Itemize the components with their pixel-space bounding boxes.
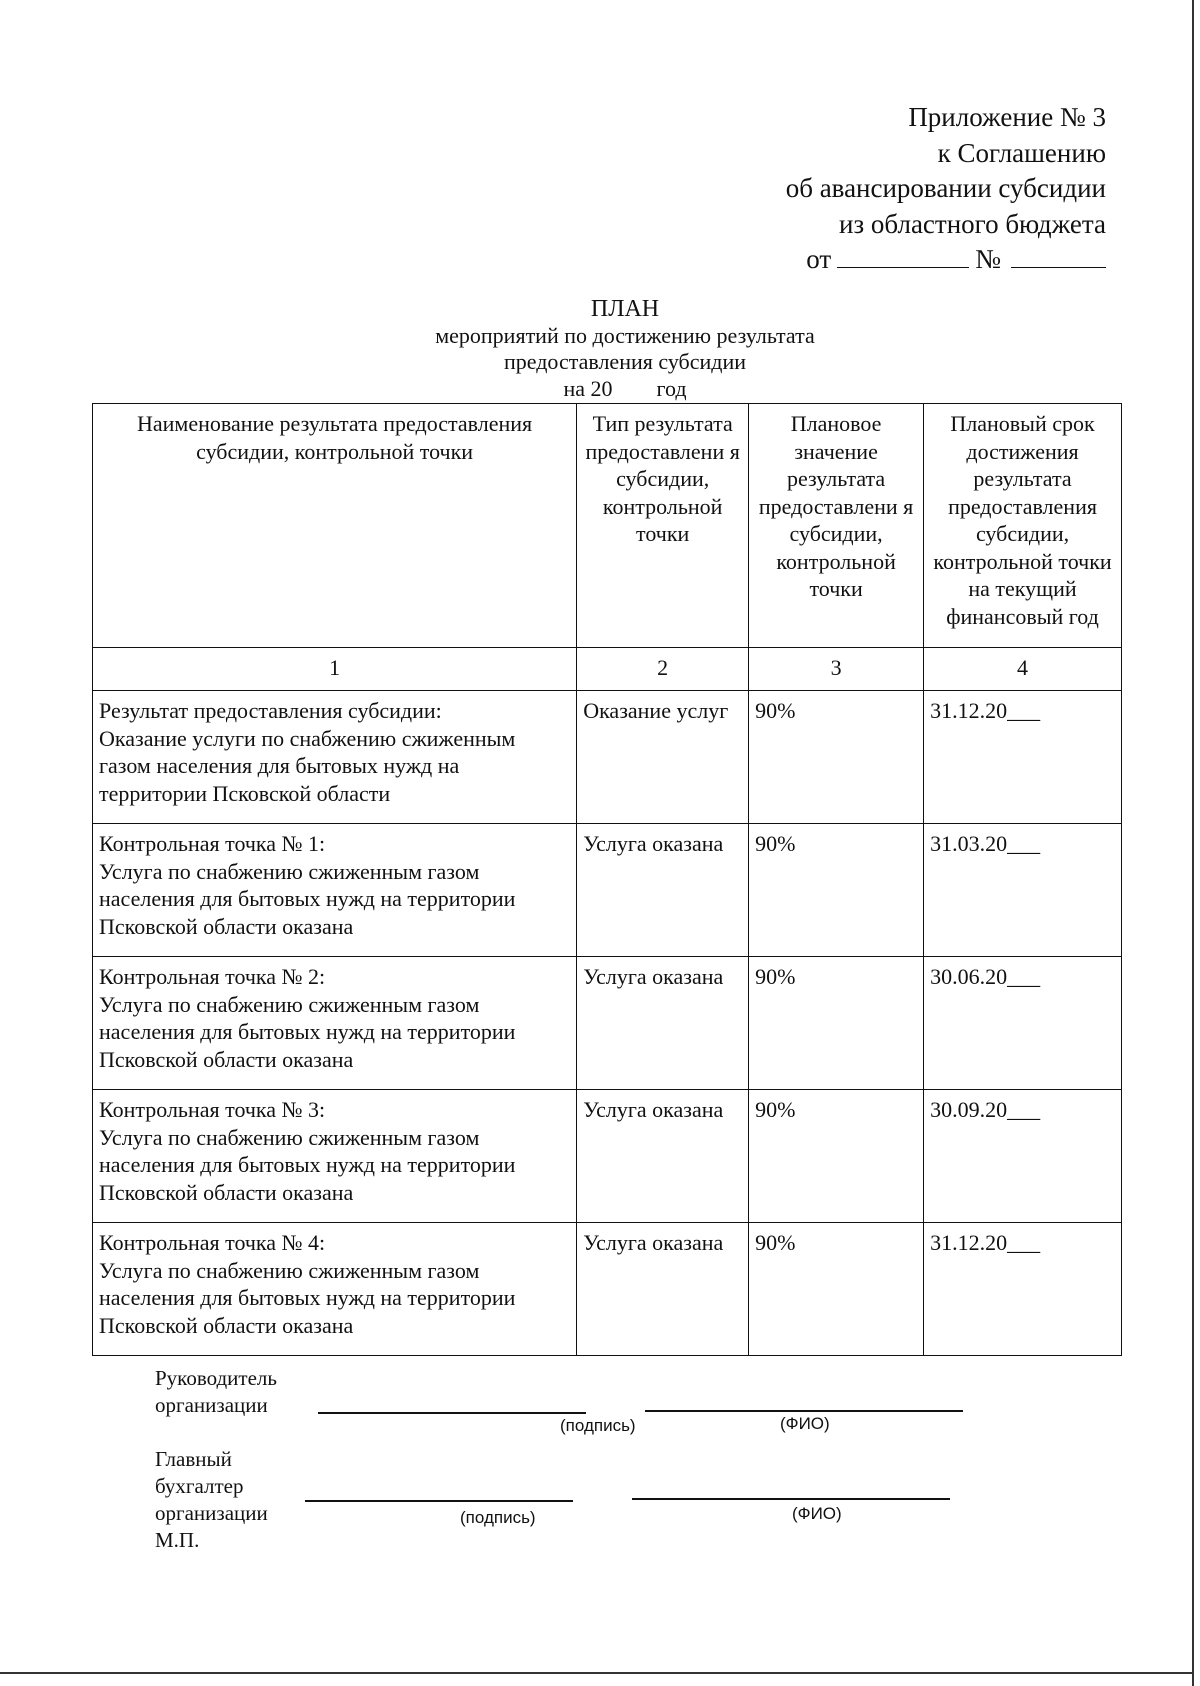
- plan-subtitle-1: мероприятий по достижению результата: [435, 322, 815, 348]
- planned-deadline-cell: 31.03.20___: [924, 824, 1122, 957]
- result-name-cell: [93, 824, 577, 957]
- plan-subtitle-2: предоставления субсидии: [503, 349, 747, 374]
- row-title: Контрольная точка № 1:: [99, 831, 326, 856]
- table-header-row: [93, 404, 1122, 648]
- row-title: Контрольная точка № 2:: [99, 964, 326, 989]
- appendix-header: [786, 100, 1106, 278]
- appendix-subject: об авансировании субсидии: [785, 173, 1106, 203]
- row-title: Контрольная точка № 4:: [99, 1230, 326, 1255]
- row-description: Услуга по снабжению сжиженным газом населения для бытовых нужд на территории Псковской области оказана: [99, 1124, 516, 1205]
- table-row: [93, 1090, 1122, 1223]
- row-description: Оказание услуги по снабжению сжиженным газом населения для бытовых нужд на территории Псковской области: [99, 725, 516, 806]
- row-description: Услуга по снабжению сжиженным газом населения для бытовых нужд на территории Псковской области оказана: [99, 1257, 516, 1338]
- number-sign: №: [975, 244, 1001, 274]
- result-name-cell: [93, 957, 577, 1090]
- head-label-line1: Руководитель: [155, 1366, 277, 1390]
- result-name-cell: [93, 1223, 577, 1356]
- result-name-cell: [93, 1090, 577, 1223]
- head-label-line2: организации: [155, 1393, 268, 1417]
- accountant-signature-label: [155, 1446, 268, 1554]
- result-type-cell: Услуга оказана: [577, 824, 749, 957]
- planned-deadline-cell: 31.12.20___: [924, 691, 1122, 824]
- table-row: [93, 957, 1122, 1090]
- accountant-label-line2: бухгалтер: [155, 1474, 244, 1498]
- appendix-date-number-line: [786, 242, 1106, 278]
- accountant-signature-caption: (подпись): [460, 1508, 536, 1527]
- planned-deadline-cell: 30.09.20___: [924, 1090, 1122, 1223]
- result-type-cell: Оказание услуг: [577, 691, 749, 824]
- head-signature-line: [318, 1412, 586, 1414]
- header-result-name: Наименование результата предоставления субсидии, контрольной точки: [93, 404, 577, 648]
- result-name-cell: [93, 691, 577, 824]
- row-title: Результат предоставления субсидии:: [99, 698, 442, 723]
- number-blank: [1011, 243, 1106, 268]
- head-name-caption: (ФИО): [780, 1414, 830, 1433]
- column-number: 2: [577, 648, 749, 691]
- head-signature-label: [155, 1365, 277, 1419]
- plan-title: ПЛАН: [590, 296, 660, 322]
- accountant-label-line1: Главный: [155, 1447, 232, 1471]
- date-blank: [837, 243, 969, 268]
- result-type-cell: Услуга оказана: [577, 1223, 749, 1356]
- page-edge-bottom: [0, 1672, 1194, 1674]
- header-planned-deadline: Плановый срок достижения результата предоставления субсидии, контрольной точки на текущий финансовый год: [924, 404, 1122, 648]
- column-number: 3: [749, 648, 924, 691]
- appendix-number: Приложение № 3: [908, 102, 1106, 132]
- plan-title-block: [390, 296, 860, 402]
- table-row: [93, 691, 1122, 824]
- accountant-name-line: [632, 1498, 950, 1500]
- planned-value-cell: 90%: [749, 1223, 924, 1356]
- plan-year-prefix: на 20: [563, 375, 613, 401]
- planned-value-cell: 90%: [749, 1090, 924, 1223]
- plan-year-line: [390, 376, 860, 403]
- accountant-label-line3: организации: [155, 1501, 268, 1525]
- planned-deadline-cell: 30.06.20___: [924, 957, 1122, 1090]
- table-row: [93, 824, 1122, 957]
- column-number: 4: [924, 648, 1122, 691]
- row-description: Услуга по снабжению сжиженным газом населения для бытовых нужд на территории Псковской области оказана: [99, 991, 516, 1072]
- stamp-label: М.П.: [155, 1528, 200, 1552]
- head-name-line: [645, 1410, 963, 1412]
- header-planned-value: Плановое значение результата предоставлени я субсидии, контрольной точки: [749, 404, 924, 648]
- column-number: 1: [93, 648, 577, 691]
- planned-value-cell: 90%: [749, 824, 924, 957]
- planned-value-cell: 90%: [749, 957, 924, 1090]
- result-type-cell: Услуга оказана: [577, 957, 749, 1090]
- accountant-name-caption: (ФИО): [792, 1504, 842, 1523]
- row-description: Услуга по снабжению сжиженным газом населения для бытовых нужд на территории Псковской области оказана: [99, 858, 516, 939]
- plan-table: [92, 403, 1122, 1356]
- page-edge-right: [1192, 0, 1194, 1686]
- header-result-type: Тип результата предоставлени я субсидии, контрольной точки: [577, 404, 749, 648]
- accountant-signature-line: [305, 1500, 573, 1502]
- planned-value-cell: 90%: [749, 691, 924, 824]
- head-signature-caption: (подпись): [560, 1416, 636, 1435]
- date-prefix: от: [806, 244, 832, 274]
- plan-year-suffix: год: [656, 375, 687, 401]
- table-number-row: [93, 648, 1122, 691]
- appendix-budget: из областного бюджета: [839, 208, 1106, 239]
- table-row: [93, 1223, 1122, 1356]
- planned-deadline-cell: 31.12.20___: [924, 1223, 1122, 1356]
- result-type-cell: Услуга оказана: [577, 1090, 749, 1223]
- appendix-agreement: к Соглашению: [937, 137, 1106, 168]
- row-title: Контрольная точка № 3:: [99, 1097, 326, 1122]
